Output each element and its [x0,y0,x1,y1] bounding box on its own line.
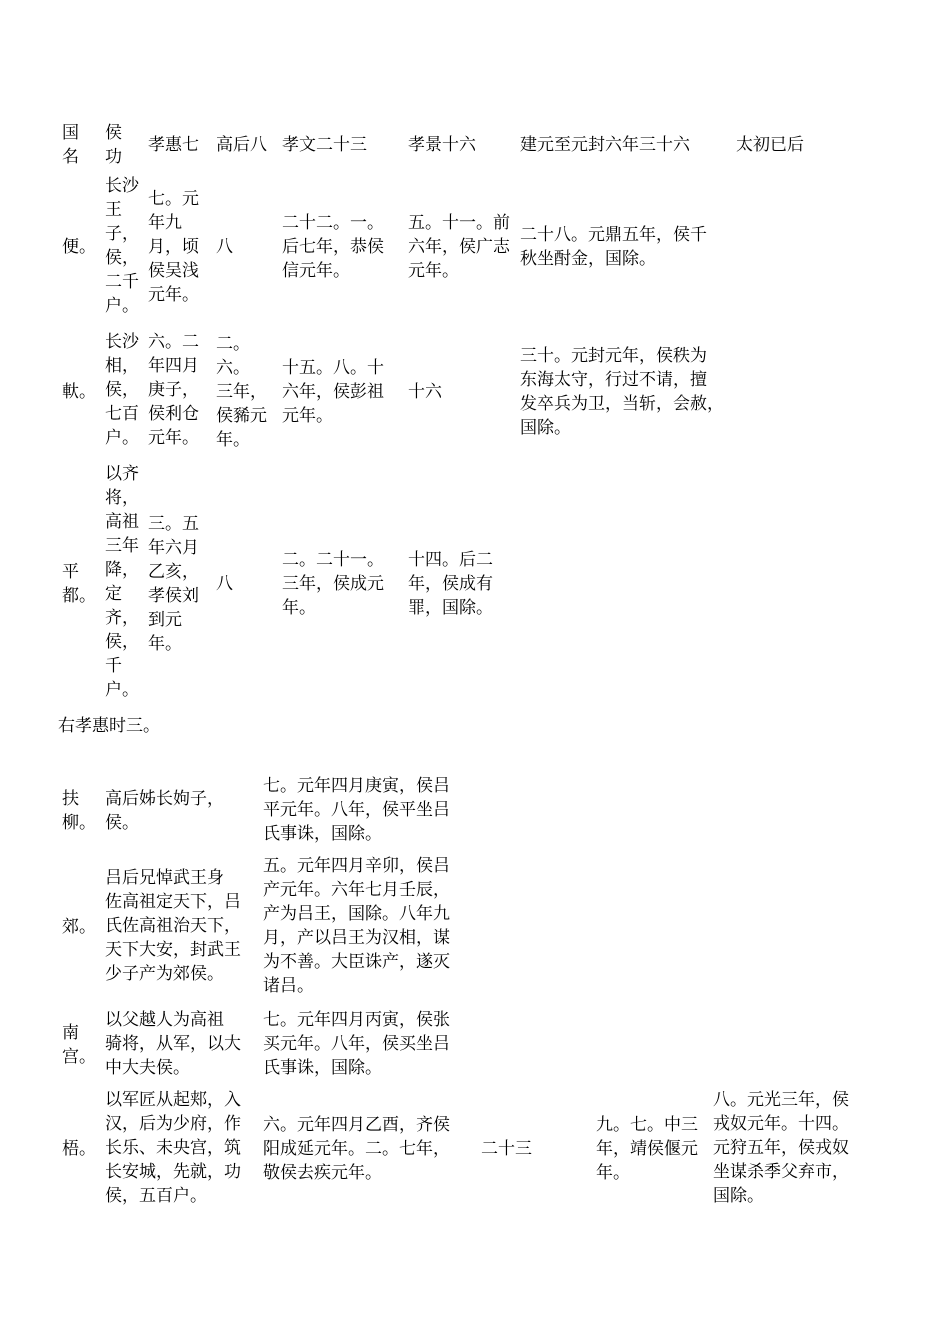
row-jiao-merit: 吕后兄悼武王身 佐高祖定天下，吕 氏佐高祖治天下， 天下大安，封武王 少子产为郊侯。 [105,868,241,984]
row-wu-gaohou [263,1088,477,1210]
row-dai-xiaohui: 六。二 年四月 庚子， 侯利仓 元年。 [148,332,199,448]
row-bian-xiaowen [282,174,406,320]
row-nangong-name [62,1008,102,1082]
row-wu-xiaojing [596,1088,710,1210]
xiaowen-text: 二十三 [481,1139,532,1159]
row-bian-xiaojing [408,174,520,320]
row-pingdu-xiaowen [282,462,406,706]
row-dai-merit: 长沙 相， 侯， 七百 户。 [105,332,139,448]
gaohou-text: 八 [216,237,233,257]
row-bian-name [62,174,102,320]
row-fuliu-name [62,774,102,848]
gaohou-text: 六。元年四月乙酉，齐侯 阳成延元年。二。七年， 敬侯去疾元年。 [263,1115,450,1183]
xiaohui-text: 三。五 年六月 乙亥， 孝侯刘 到元 年。 [148,514,199,654]
row-pingdu-xiaohui [148,462,216,706]
xiaojing-text: 十四。后二 年，侯成有 罪，国除。 [408,550,493,618]
row-pingdu-name [62,462,102,706]
row-dai-name [62,330,102,454]
row-dai-gaohou [216,330,282,454]
row-dai-xiaowen [282,330,406,454]
name-text: 梧。 [62,1139,96,1159]
header-xiaowen: 孝文二十三 [282,135,367,155]
row-wu-xiaowen [481,1088,581,1210]
summary-line: 右孝惠时三。 [58,716,160,736]
jianyuan-text: 三十。元封元年，侯秩为 东海太守，行过不请，擅 发卒兵为卫，当斩，会赦， 国除。 [520,346,724,438]
gaohou-text: 二。六。 三年， 侯豨元 年。 [216,334,267,450]
row-pingdu-xiaojing [408,462,508,706]
xiaowen-text: 十五。八。十 六年，侯彭祖 元年。 [282,358,384,426]
row-wu-merit: 以军匠从起郏，入 汉，后为少府，作 长乐、未央宫，筑 长安城，先就，功 侯，五百户。 [105,1090,241,1206]
row-fuliu-gaohou: 七。元年四月庚寅，侯吕 平元年。八年，侯平坐吕 氏事诛，国除。 [263,776,450,844]
row-jiao-gaohou: 五。元年四月辛卯，侯吕 产元年。六年七月壬辰， 产为吕王，国除。八年九 月，产以吕王为汉相，谋 为不善。大臣诛产，遂灭 诸吕。 [263,856,450,996]
row-fuliu-merit [105,774,255,848]
header-gaohou: 高后八 [216,135,267,155]
xiaowen-text: 二十二。一。 后七年，恭侯 信元年。 [282,213,384,281]
header-jianyuan: 建元至元封六年三十六 [520,135,690,155]
name-text: 南 宫。 [62,1023,96,1067]
name-text: 便。 [62,237,96,257]
row-nangong-merit: 以父越人为高祖 骑将，从军，以大 中大夫侯。 [105,1010,241,1078]
row-bian-jianyuan [520,174,740,320]
merit-text: 高后姊长姁子， 侯。 [105,789,224,833]
jianyuan-text: 二十八。元鼎五年，侯千 秋坐酎金，国除。 [520,225,707,269]
header-hougong: 侯 功 [105,123,122,167]
header-xiaojing: 孝景十六 [408,135,476,155]
row-wu-jianyuan: 八。元光三年，侯 戎奴元年。十四。 元狩五年，侯戎奴 坐谋杀季父弃市， 国除。 [713,1090,849,1206]
name-text: 平 都。 [62,562,96,606]
header-xiaohui: 孝惠七 [148,135,199,155]
row-wu-name [62,1088,102,1210]
xiaojing-text: 五。十一。前 六年，侯广志 元年。 [408,213,510,281]
row-bian-merit: 长沙 王 子， 侯， 二千 户。 [105,176,139,316]
xiaowen-text: 二。二十一。 三年，侯成元 年。 [282,550,384,618]
xiaojing-text: 十六 [408,382,442,402]
row-bian-xiaohui [148,174,216,320]
xiaojing-text: 九。七。中三 年，靖侯偃元 年。 [596,1115,698,1183]
row-nangong-gaohou: 七。元年四月丙寅，侯张 买元年。八年，侯买坐吕 氏事诛，国除。 [263,1010,450,1078]
header-guoming: 国 名 [62,123,79,167]
row-jiao-name [62,854,102,1000]
row-pingdu-merit: 以齐 将， 高祖 三年 降， 定 齐， 侯， 千 户。 [105,464,139,700]
row-pingdu-gaohou [216,462,276,706]
name-text: 軑。 [62,382,96,402]
row-dai-xiaojing [408,330,508,454]
row-bian-gaohou [216,174,276,320]
gaohou-text: 八 [216,574,233,594]
header-taichu: 太初已后 [736,135,804,155]
xiaohui-text: 七。元 年九 月，顷 侯吴浅 元年。 [148,189,199,305]
row-dai-jianyuan [520,330,740,454]
name-text: 扶 柳。 [62,789,96,833]
name-text: 郊。 [62,917,96,937]
